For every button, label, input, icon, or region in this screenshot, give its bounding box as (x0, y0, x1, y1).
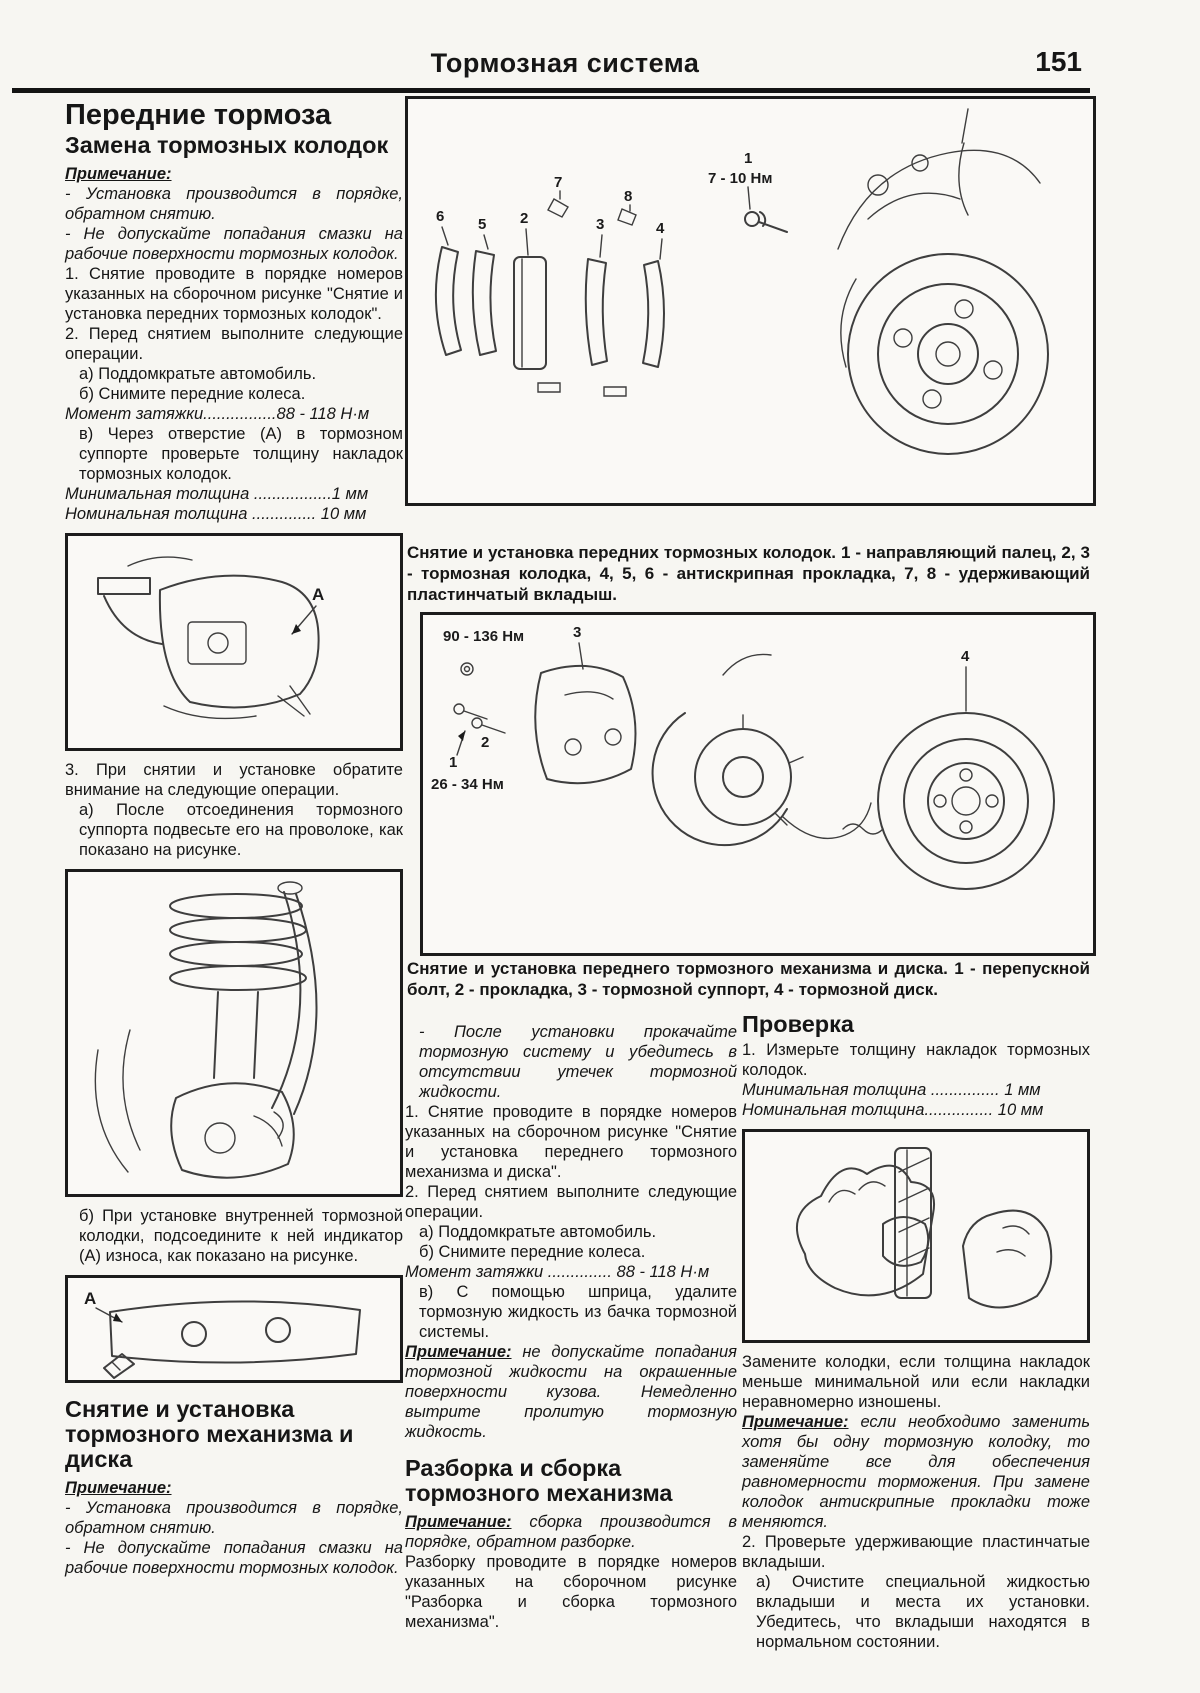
page-number: 151 (1035, 46, 1082, 77)
step-2: 2. Перед снятием выполните следующие операции. (65, 324, 403, 363)
subsection-heading-mechanism: Снятие и установка тормозного механизма и диска (65, 1395, 354, 1473)
step-1: 1. Снятие проводите в порядке номеров указанных на сборочном рисунке "Снятие и установка переднего тормозного механизма и диска". (405, 1103, 737, 1181)
measure-step: 1. Измерьте толщину накладок тормозных колодок. (742, 1041, 1090, 1080)
part-label-3: 3 (573, 624, 582, 641)
part-label-2: 2 (520, 210, 529, 227)
note-label: Примечание: (65, 164, 172, 183)
part-label-4: 4 (656, 220, 665, 237)
step-3b: б) При установке внутренней тормозной колодки, подсоедините к ней индикатор (А) износа, как показано на рисунке. (79, 1206, 403, 1265)
hands-pad-drawing (745, 1132, 1087, 1340)
pads-figure-caption: Снятие и установка передних тормозных колодок. 1 - направляющий палец, 2, 3 - тормозная колодка, 4, 5, 6 - антискрипная прокладка, 7, 8 - удерживающий пластинчатый вкладыш. (407, 543, 1090, 604)
note-item: - Не допускайте попадания смазки на рабочие поверхности тормозных колодок. (65, 1538, 403, 1577)
replace-pads-text: Замените колодки, если толщина накладок меньше минимальной или если накладки неравномерно изношены. (742, 1353, 1090, 1412)
bleed-note: - После установки прокачайте тормозную систему и убедитесь в отсутствии утечек тормозной жидкости. (419, 1023, 737, 1101)
figure-label-A: A (84, 1288, 97, 1308)
torque-top-label: 90 - 136 Нм (443, 628, 525, 645)
part-label-4: 4 (961, 648, 970, 665)
subsection-heading-disassembly: Разборка и сборка тормозного механизма (405, 1455, 673, 1507)
nom-thickness-spec: Номинальная толщина .............. 10 мм (65, 504, 367, 523)
brake-pad-drawing (68, 1278, 400, 1380)
step-2a: а) Поддомкратьте автомобиль. (79, 364, 317, 383)
mechanism-disc-figure (420, 612, 1096, 956)
disassembly-step: Разборку проводите в порядке номеров указанных на сборочном рисунке "Разборка и сборка тормозного механизма". (405, 1552, 737, 1631)
page-title: Тормозная система (430, 48, 700, 78)
pad-measurement-figure (742, 1129, 1090, 1343)
clean-shims-step: а) Очистите специальной жидкостью вкладыши и места их установки. Убедитесь, что вкладыши находятся в нормальном состоянии. (756, 1573, 1090, 1652)
part-label-5: 5 (478, 216, 487, 233)
note-label: Примечание: (65, 1478, 172, 1497)
step-3: 3. При снятии и установке обратите внимание на следующие операции. (65, 760, 403, 799)
step-2v: в) Через отверстие (А) в тормозном суппорте проверьте толщину накладок тормозных колодок. (79, 424, 403, 483)
step-2b: б) Снимите передние колеса. (79, 384, 306, 403)
mechanism-drawing (423, 615, 1087, 947)
torque-label: 7 - 10 Нм (708, 170, 773, 187)
part-label-6: 6 (436, 208, 445, 225)
part-label-3: 3 (596, 216, 605, 233)
torque-spec: Момент затяжки .............. 88 - 118 Н·м (405, 1263, 710, 1281)
step-2b: б) Снимите передние колеса. (419, 1243, 646, 1261)
step-2a: а) Поддомкратьте автомобиль. (419, 1223, 657, 1241)
note-item: - Установка производится в порядке, обратном снятию. (65, 184, 403, 223)
nom-thickness-spec: Номинальная толщина............... 10 мм (742, 1101, 1044, 1120)
strut-wire-drawing (68, 872, 400, 1194)
subsection-heading-pad-replacement: Замена тормозных колодок (65, 132, 389, 159)
torque-spec: Момент затяжки................88 - 118 Н·м (65, 404, 370, 423)
part-label-1: 1 (449, 754, 458, 771)
wear-indicator-pad-figure (65, 1275, 403, 1383)
step-2: 2. Перед снятием выполните следующие операции. (405, 1183, 737, 1221)
header-rule (12, 88, 1090, 93)
caliper-drawing (68, 536, 400, 748)
torque-bottom-label: 26 - 34 Нм (431, 776, 504, 793)
part-label-1: 1 (744, 150, 753, 167)
figure-label-A: A (312, 584, 325, 604)
step-2v: в) С помощью шприца, удалите тормозную жидкость из бачка тормозной системы. (419, 1283, 737, 1341)
min-thickness-spec: Минимальная толщина .................1 мм (65, 484, 369, 503)
min-thickness-spec: Минимальная толщина ............... 1 мм (742, 1081, 1041, 1100)
suspended-caliper-figure (65, 869, 403, 1197)
part-label-7: 7 (554, 174, 563, 191)
caliper-inspection-figure (65, 533, 403, 751)
middle-column (405, 1022, 737, 1632)
step-1: 1. Снятие проводите в порядке номеров указанных на сборочном рисунке "Снятие и установка передних тормозных колодок". (65, 264, 403, 323)
pads-exploded-drawing (408, 99, 1090, 497)
subsection-heading-inspection: Проверка (742, 1011, 854, 1037)
mechanism-figure-caption: Снятие и установка переднего тормозного механизма и диска. 1 - перепускной болт, 2 - прокладка, 3 - тормозной суппорт, 4 - тормозной диск. (407, 959, 1090, 999)
section-heading-front-brakes: Передние тормоза (65, 99, 332, 131)
right-column (742, 1012, 1090, 1652)
left-column (65, 100, 403, 1578)
check-shims-step: 2. Проверьте удерживающие пластинчатые вкладыши. (742, 1533, 1090, 1572)
step-3a: а) После отсоединения тормозного суппорта подвесьте его на проволоке, как показано на рисунке. (79, 800, 403, 859)
part-label-2: 2 (481, 734, 490, 751)
note-item: - Установка производится в порядке, обратном снятию. (65, 1498, 403, 1537)
note-item: - Не допускайте попадания смазки на рабочие поверхности тормозных колодок. (65, 224, 403, 263)
replacement-note: Примечание: если необходимо заменить хотя бы одну тормозную колодку, то заменяйте все для обеспечения равномерности торможения. При замене колодок антискрипные прокладки тоже меняются. (742, 1413, 1090, 1532)
part-label-8: 8 (624, 188, 633, 205)
fluid-note: Примечание: не допускайте попадания тормозной жидкости на окрашенные поверхности кузова. Немедленно вытрите пролитую тормозную жидкость. (405, 1343, 738, 1441)
front-pads-exploded-figure (405, 96, 1096, 506)
assembly-note: Примечание: сборка производится в порядке, обратном разборке. (405, 1512, 737, 1551)
